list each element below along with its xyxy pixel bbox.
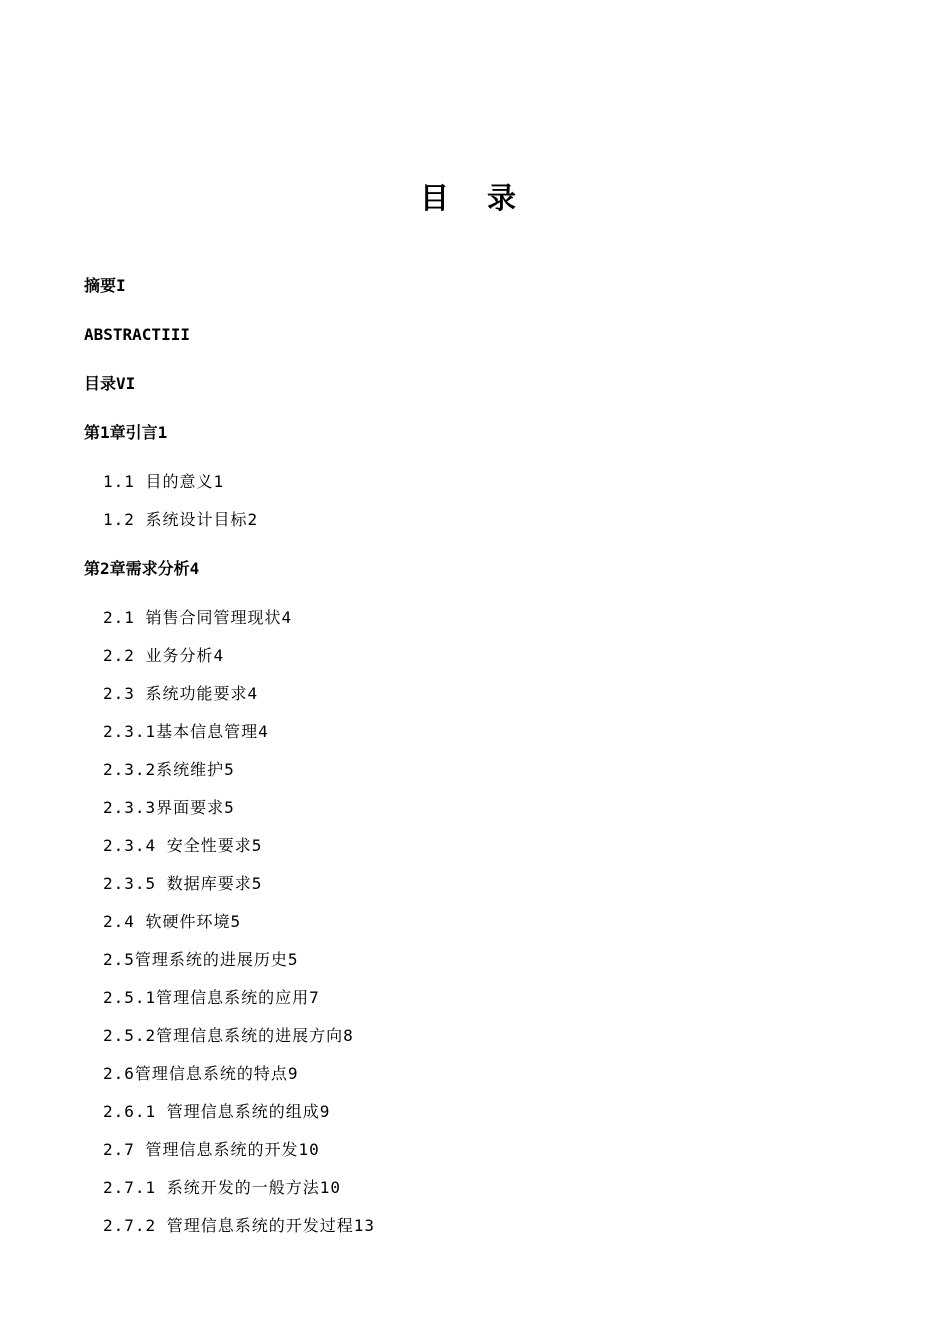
toc-entry-2-6-1[interactable]: 2.6.1 管理信息系统的组成9 — [103, 1102, 331, 1121]
toc-entry-2-6[interactable]: 2.6管理信息系统的特点9 — [103, 1064, 299, 1083]
page-title: 目 录 — [419, 181, 531, 215]
toc-entry-2-5-2[interactable]: 2.5.2管理信息系统的进展方向8 — [103, 1026, 354, 1045]
toc-entry-chapter-1[interactable]: 第1章引言1 — [84, 423, 168, 442]
toc-entry-2-3-1[interactable]: 2.3.1基本信息管理4 — [103, 722, 269, 741]
toc-entry-2-3-3[interactable]: 2.3.3界面要求5 — [103, 798, 235, 817]
toc-entry-contents[interactable]: 目录VI — [84, 374, 136, 393]
toc-entry-2-3-2[interactable]: 2.3.2系统维护5 — [103, 760, 235, 779]
toc-entry-2-5-1[interactable]: 2.5.1管理信息系统的应用7 — [103, 988, 320, 1007]
toc-entry-abstract-en[interactable]: ABSTRACTIII — [84, 325, 190, 344]
toc-entry-2-5[interactable]: 2.5管理系统的进展历史5 — [103, 950, 299, 969]
toc-entry-2-7-2[interactable]: 2.7.2 管理信息系统的开发过程13 — [103, 1216, 376, 1235]
toc-entry-1-2[interactable]: 1.2 系统设计目标2 — [103, 510, 259, 529]
toc-entry-2-7[interactable]: 2.7 管理信息系统的开发10 — [103, 1140, 320, 1159]
toc-entry-2-2[interactable]: 2.2 业务分析4 — [103, 646, 225, 665]
toc-entry-2-3-5[interactable]: 2.3.5 数据库要求5 — [103, 874, 263, 893]
toc-entry-abstract-cn[interactable]: 摘要I — [84, 276, 126, 295]
toc-entry-2-4[interactable]: 2.4 软硬件环境5 — [103, 912, 242, 931]
toc-entry-2-3[interactable]: 2.3 系统功能要求4 — [103, 684, 259, 703]
toc-entry-chapter-2[interactable]: 第2章需求分析4 — [84, 559, 200, 578]
toc-entry-2-3-4[interactable]: 2.3.4 安全性要求5 — [103, 836, 263, 855]
toc-entry-2-7-1[interactable]: 2.7.1 系统开发的一般方法10 — [103, 1178, 342, 1197]
toc-entry-2-1[interactable]: 2.1 销售合同管理现状4 — [103, 608, 293, 627]
toc-entry-1-1[interactable]: 1.1 目的意义1 — [103, 472, 225, 491]
